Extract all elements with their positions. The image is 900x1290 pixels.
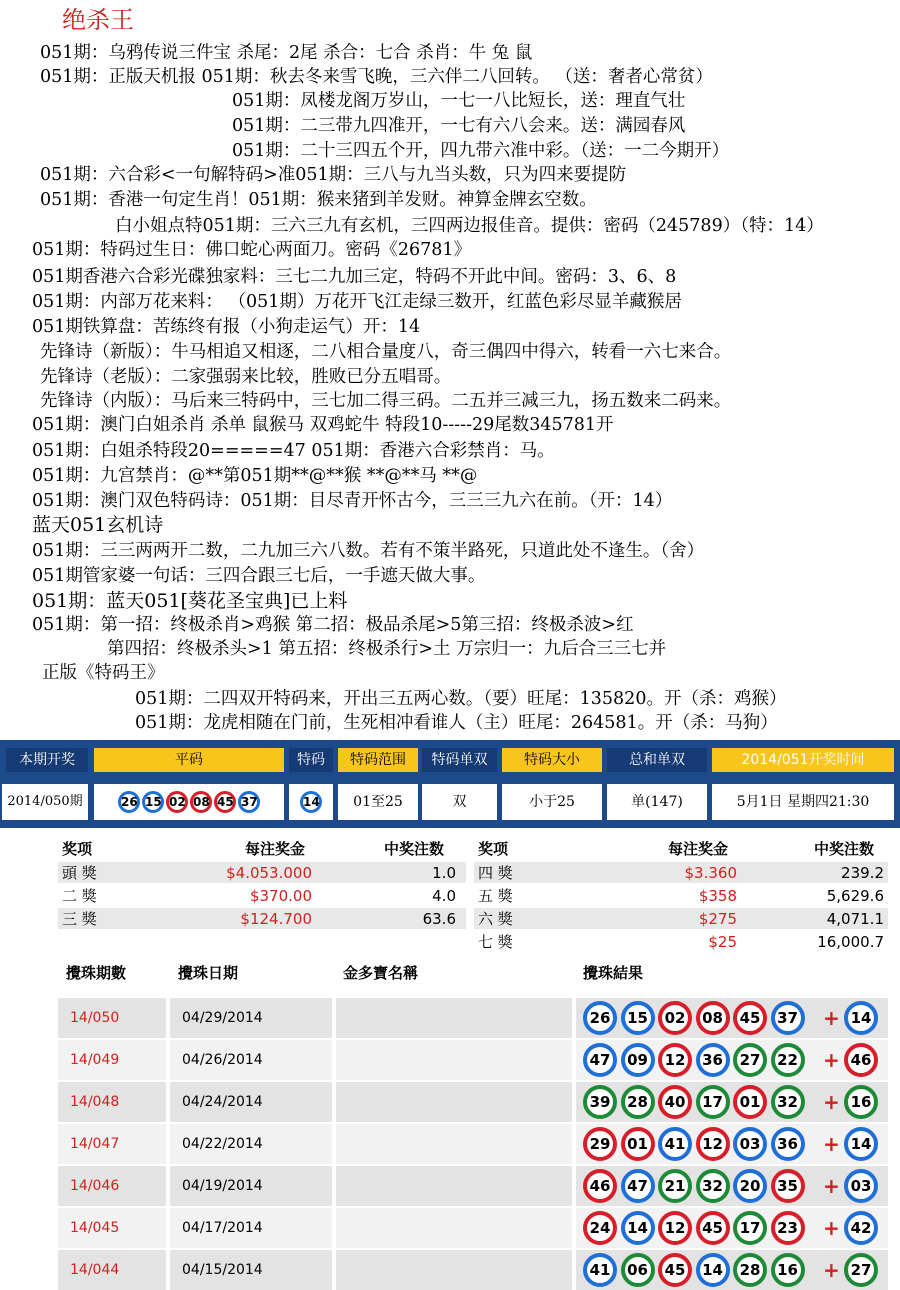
result-ball: 32: [696, 1169, 730, 1203]
text-line: 051期：二四双开特码来，开出三五两心数。（要）旺尾：135820。开（杀：鸡猴）: [135, 689, 787, 709]
prize-amount: $4.053.000: [226, 864, 312, 882]
row-cell-bg: [336, 998, 572, 1038]
prize-amount: $3.360: [684, 864, 737, 882]
number-ball: 26: [118, 791, 140, 813]
row-date: 04/24/2014: [182, 1094, 263, 1110]
row-period: 14/044: [70, 1262, 120, 1278]
row-date: 04/17/2014: [182, 1220, 263, 1236]
text-line: 051期香港六合彩光碟独家料：三七二九加三定，特码不开此中间。密码：3、6、8: [32, 267, 677, 287]
plus-sign: +: [823, 1090, 840, 1114]
prize-header-name-right: 奖项: [478, 840, 509, 858]
plus-sign: +: [823, 1132, 840, 1156]
result-ball: 22: [771, 1043, 805, 1077]
table-row: [58, 1208, 888, 1248]
prize-name: 三 獎: [62, 910, 97, 928]
prize-count: 5,629.6: [826, 887, 884, 905]
result-ball: 41: [658, 1127, 692, 1161]
plus-sign: +: [823, 1006, 840, 1030]
plus-sign: +: [823, 1048, 840, 1072]
plus-sign: +: [823, 1258, 840, 1282]
row-period: 14/047: [70, 1136, 120, 1152]
prize-row-bg: [474, 862, 888, 883]
result-ball: 06: [621, 1253, 655, 1287]
result-ball: 45: [658, 1253, 692, 1287]
result-ball: 26: [583, 1001, 617, 1035]
result-ball: 46: [583, 1169, 617, 1203]
text-line: 051期：特码过生日：佛口蛇心两面刀。密码《26781》: [32, 240, 472, 260]
row-period: 14/045: [70, 1220, 120, 1236]
history-header-date: 攪珠日期: [178, 964, 239, 982]
number-ball: 02: [166, 791, 188, 813]
text-line: 051期：乌鸦传说三件宝 杀尾：2尾 杀合：七合 杀肖：牛 兔 鼠: [40, 43, 533, 63]
result-ball: 17: [696, 1085, 730, 1119]
result-ball: 21: [658, 1169, 692, 1203]
row-period: 14/049: [70, 1052, 120, 1068]
result-ball: 09: [621, 1043, 655, 1077]
number-ball: 45: [214, 791, 236, 813]
prize-table: [0, 838, 900, 958]
text-line: 先锋诗（内版）：马后来三特码中，三七加二得三码。二五并三减三九，扬五数来二码来。: [40, 391, 732, 411]
prize-count: 4.0: [432, 887, 456, 905]
prize-amount: $370.00: [249, 887, 312, 905]
header-special-range: 特码范围: [338, 748, 418, 772]
prize-count: 4,071.1: [826, 910, 884, 928]
result-ball: 01: [733, 1085, 767, 1119]
prize-amount: $275: [698, 910, 737, 928]
text-line: 051期管家婆一句话：三四合跟三七后，一手遮天做大事。: [32, 566, 486, 586]
result-special-ball: 46: [844, 1043, 878, 1077]
result-ball: 01: [621, 1127, 655, 1161]
text-line: 051期：香港一句定生肖！051期：猴来猪到羊发财。神算金牌玄空数。: [40, 190, 597, 210]
history-header-result: 攪珠結果: [583, 964, 644, 982]
result-ball: 12: [696, 1127, 730, 1161]
special-size: 小于25: [502, 784, 602, 820]
result-ball: 14: [621, 1211, 655, 1245]
text-line: 白小姐点特051期：三六三九有玄机，三四两边报佳音。提供：密码（245789）（特：14）: [115, 216, 824, 236]
row-cell-bg: [336, 1166, 572, 1206]
table-row: [58, 998, 888, 1038]
text-line: 第四招：终极杀头>1 第五招：终极杀行>土 万宗归一：九后合三三七并: [107, 639, 667, 659]
table-row: [58, 1082, 888, 1122]
prize-header-amount: 每注奖金: [245, 840, 306, 858]
header-next-draw-time: 2014/051开奖时间: [712, 748, 894, 772]
result-ball: 16: [771, 1253, 805, 1287]
text-line: 正版《特码王》: [42, 663, 165, 683]
result-ball: 32: [771, 1085, 805, 1119]
result-ball: 29: [583, 1127, 617, 1161]
result-ball: 24: [583, 1211, 617, 1245]
text-line: 051期：正版天机报 051期：秋去冬来雪飞晚，三六伴二八回转。 （送：奢者心常贫）: [40, 67, 713, 87]
header-sum-odd-even: 总和单双: [607, 748, 707, 772]
result-ball: 23: [771, 1211, 805, 1245]
text-line: 051期：三三两两开二数，二九加三六八数。若有不策半路死，只道此处不逢生。（舍）: [32, 541, 705, 561]
prize-name: 二 獎: [62, 887, 97, 905]
row-cell-bg: [336, 1040, 572, 1080]
result-ball: 15: [621, 1001, 655, 1035]
result-special-ball: 42: [844, 1211, 878, 1245]
number-ball: 15: [142, 791, 164, 813]
text-line: 051期：第一招：终极杀肖>鸡猴 第二招：极品杀尾>5第三招：终极杀波>红: [32, 615, 634, 635]
result-ball: 41: [583, 1253, 617, 1287]
result-ball: 45: [696, 1211, 730, 1245]
next-draw-time: 5月1日 星期四21:30: [712, 784, 894, 820]
row-period: 14/048: [70, 1094, 120, 1110]
prize-header-count: 中奖注数: [384, 840, 445, 858]
result-ball: 40: [658, 1085, 692, 1119]
text-line: 051期：澳门白姐杀肖 杀单 鼠猴马 双鸡蛇牛 特段10-----29尾数345781开: [32, 415, 614, 435]
header-special-size: 特码大小: [502, 748, 602, 772]
row-cell-bg: [336, 1250, 572, 1290]
sum-odd-even: 单(147): [607, 784, 707, 820]
row-period: 14/046: [70, 1178, 120, 1194]
text-line: 051期：凤楼龙阁万岁山，一七一八比短长，送：理直气壮: [232, 91, 686, 111]
result-ball: 47: [621, 1169, 655, 1203]
plus-sign: +: [823, 1216, 840, 1240]
table-row: [58, 1040, 888, 1080]
result-ball: 28: [621, 1085, 655, 1119]
row-date: 04/15/2014: [182, 1262, 263, 1278]
text-line: 051期：澳门双色特码诗：051期：目尽青开怀古今，三三三九六在前。（开：14）: [32, 491, 673, 511]
result-ball: 36: [771, 1127, 805, 1161]
text-line: 051期铁算盘：苦练终有报（小狗走运气）开：14: [32, 317, 421, 337]
table-row: [58, 1166, 888, 1206]
result-ball: 37: [771, 1001, 805, 1035]
prize-header-count-right: 中奖注数: [814, 840, 875, 858]
regular-balls: [94, 784, 284, 820]
text-line: 先锋诗（新版）：牛马相追又相逐，二八相合量度八，奇三偶四中得六，转看一六七来合。: [40, 342, 732, 362]
result-ball: 28: [733, 1253, 767, 1287]
prize-header-name: 奖项: [62, 840, 93, 858]
result-special-ball: 14: [844, 1127, 878, 1161]
prize-count: 1.0: [432, 864, 456, 882]
row-period: 14/050: [70, 1010, 120, 1026]
row-cell-bg: [336, 1124, 572, 1164]
history-header-name: 金多寶名稱: [343, 964, 419, 982]
result-ball: 08: [696, 1001, 730, 1035]
text-line: 051期：龙虎相随在门前，生死相冲看谁人（主）旺尾：264581。开（杀：马狗）: [135, 713, 778, 733]
prize-amount: $124.700: [240, 910, 312, 928]
special-number-ball: 14: [300, 791, 322, 813]
result-special-ball: 03: [844, 1169, 878, 1203]
prize-count: 239.2: [841, 864, 884, 882]
row-date: 04/29/2014: [182, 1010, 263, 1026]
special-odd-even: 双: [422, 784, 497, 820]
page-title: 绝杀王: [62, 6, 134, 34]
number-ball: 08: [190, 791, 212, 813]
result-ball: 45: [733, 1001, 767, 1035]
prize-name: 七 獎: [478, 933, 513, 951]
result-ball: 20: [733, 1169, 767, 1203]
prize-name: 頭 獎: [62, 864, 97, 882]
prize-name: 五 獎: [478, 887, 513, 905]
text-line: 先锋诗（老版）：二家强弱来比较，胜败已分五唱哥。: [40, 367, 452, 387]
result-ball: 35: [771, 1169, 805, 1203]
text-line: 051期：六合彩<一句解特码>准051期：三八与九当头数，只为四来要提防: [40, 165, 627, 185]
result-ball: 47: [583, 1043, 617, 1077]
header-special-odd-even: 特码单双: [422, 748, 497, 772]
row-date: 04/26/2014: [182, 1052, 263, 1068]
result-special-ball: 27: [844, 1253, 878, 1287]
table-row: [58, 1124, 888, 1164]
draw-results-table: [0, 740, 900, 828]
table-row: [58, 1250, 888, 1290]
result-ball: 02: [658, 1001, 692, 1035]
prize-count: 63.6: [422, 910, 456, 928]
prize-name: 六 獎: [478, 910, 513, 928]
text-line: 051期：蓝天051[葵花圣宝典]已上料: [32, 590, 348, 612]
result-ball: 12: [658, 1043, 692, 1077]
result-ball: 14: [696, 1253, 730, 1287]
result-ball: 36: [696, 1043, 730, 1077]
result-ball: 12: [658, 1211, 692, 1245]
result-special-ball: 14: [844, 1001, 878, 1035]
prize-name: 四 獎: [478, 864, 513, 882]
prize-count: 16,000.7: [817, 933, 884, 951]
text-line: 051期：白姐杀特段20=====47 051期：香港六合彩禁肖：马。: [32, 441, 555, 461]
history-header-period: 攪珠期數: [66, 964, 127, 982]
header-current-draw: 本期开奖: [6, 748, 88, 772]
result-ball: 17: [733, 1211, 767, 1245]
text-line: 051期：二三带九四准开，一七有六八会来。送：满园春风: [232, 116, 686, 136]
number-ball: 37: [238, 791, 260, 813]
row-cell-bg: [336, 1208, 572, 1248]
header-regular-numbers: 平码: [94, 748, 284, 772]
special-ball: [289, 784, 333, 820]
row-cell-bg: [336, 1082, 572, 1122]
row-date: 04/22/2014: [182, 1136, 263, 1152]
text-line: 蓝天051玄机诗: [32, 514, 164, 536]
result-ball: 27: [733, 1043, 767, 1077]
text-line: 051期：二十三四五个开，四九带六准中彩。（送：一二今期开）: [232, 141, 730, 161]
text-line: 051期：内部万花来料： （051期）万花开飞江走绿三数开，红蓝色彩尽显羊藏猴居: [32, 292, 682, 312]
result-ball: 03: [733, 1127, 767, 1161]
result-ball: 39: [583, 1085, 617, 1119]
draw-period: 2014/050期: [2, 784, 88, 820]
prize-header-amount-right: 每注奖金: [668, 840, 729, 858]
prize-amount: $358: [698, 887, 737, 905]
special-range: 01至25: [338, 784, 418, 820]
row-date: 04/19/2014: [182, 1178, 263, 1194]
plus-sign: +: [823, 1174, 840, 1198]
text-line: 051期：九宫禁肖：@**第051期**@**猴 **@**马 **@: [32, 466, 478, 486]
prize-amount: $25: [708, 933, 737, 951]
result-special-ball: 16: [844, 1085, 878, 1119]
header-special-number: 特码: [289, 748, 333, 772]
